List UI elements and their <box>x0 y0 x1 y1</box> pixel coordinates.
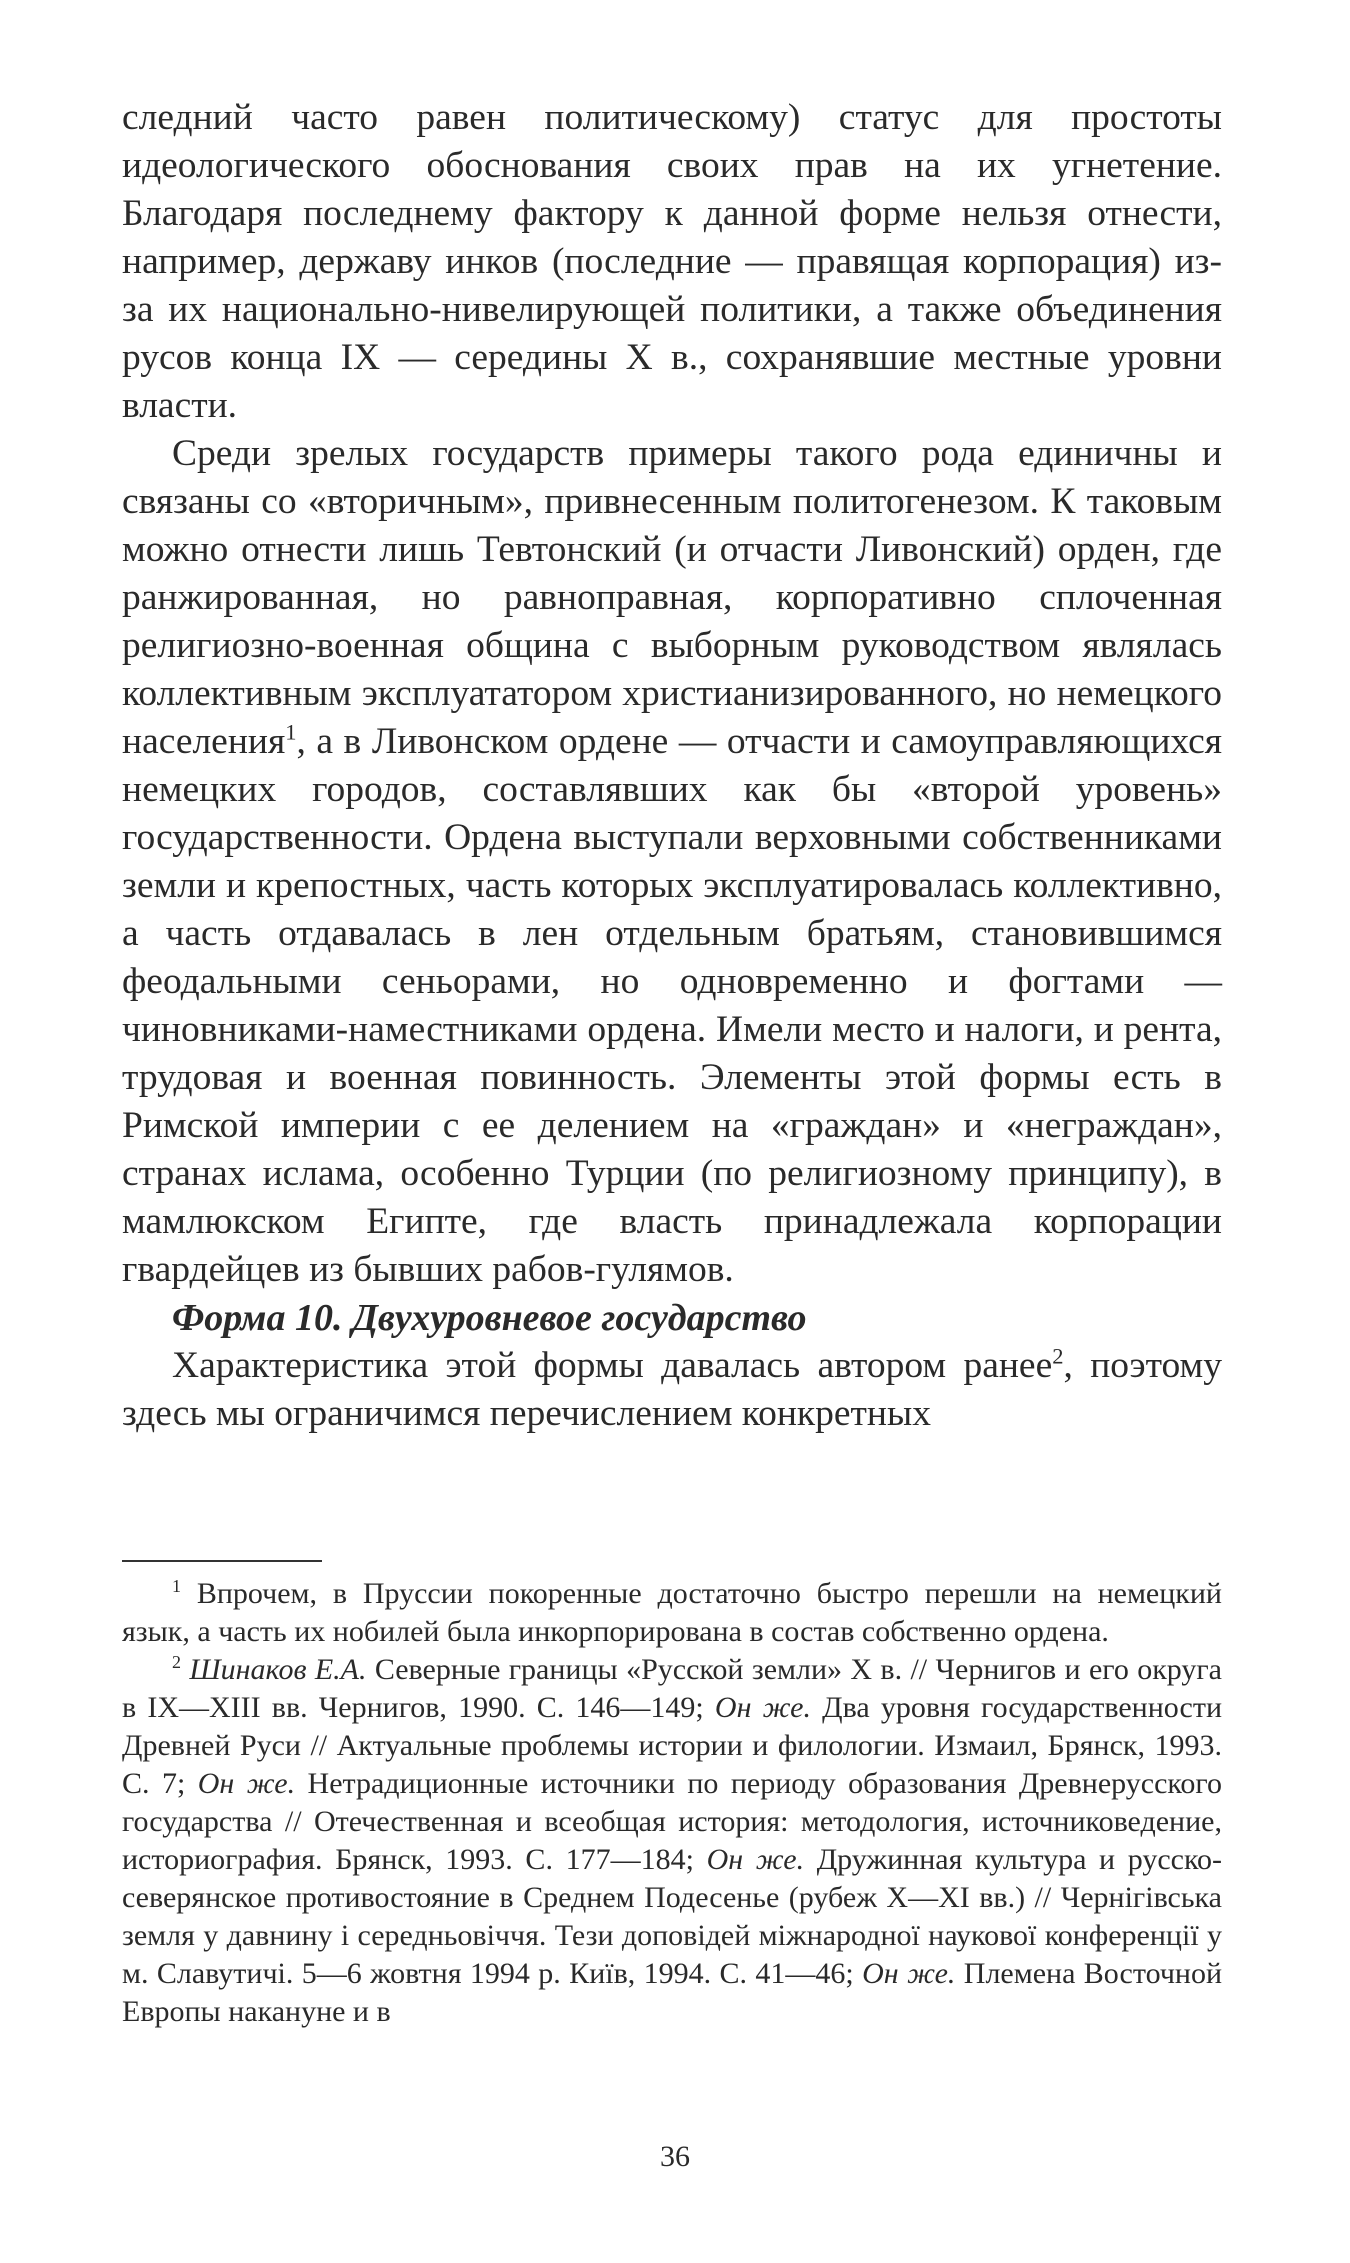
footnote-1: $^1$ Впрочем, в Пруссии покоренные достаточно быстро перешли на немецкий язык, а часть их нобилей была инкорпорирована в состав собственно ордена. <box>122 1576 1222 1648</box>
paragraph-3: Характеристика этой формы давалась автором ранее$^2$, поэтому здесь мы ограничимся перечислением конкретных <box>122 1343 1223 1434</box>
section-heading: Форма 10. Двухуровневое государство <box>172 1297 807 1339</box>
footnote-2-author: Шинаков Е.А. <box>189 1653 367 1686</box>
footnote-divider <box>122 1560 322 1562</box>
footnote-2: $^2$ Шинаков Е.А. Северные границы «Русской земли» X в. // Чернигов и его округа в IX—XIII вв. Чернигов, 1990. С. 146—149; Он же. Два уровня государственности Древней Руси // Актуальные проблемы истории и филологии. Измаил, Брянск, 1993. С. 7; Он же. Нетрадиционные источники по периоду образования Древнерусского государства // Отечественная и всеобщая история: методология, источниковедение, историография. Брянск, 1993. С. 177—184; Он же. Дружинная культура и русско-северянское противостояние в Среднем Подесенье (рубеж X—XI вв.) // Чернігівська земля у давнину і середньовіччя. Тези доповідей міжнародної наукової конференції у м. Славутичі. 5—6 жовтня 1994 р. Київ, 1994. С. 41—46; Он же. Племена Восточной Европы накануне и в <box>122 1652 1223 2028</box>
paragraph-2: Среди зрелых государств примеры такого рода единичны и связаны со «вторичным», привнесенным политогенезом. К таковым можно отнести лишь Тевтонский (и отчасти Ливонский) орден, где ранжированная, но равноправная, корпоративно сплоченная религиозно-военная община с выборным руководством являлась коллективным эксплуататором христианизированного, но немецкого населения$^1$, а в Ливонском ордене — отчасти и самоуправляющихся немецких городов, составлявших как бы «второй уровень» государственности. Ордена выступали верховными собственниками земли и крепостных, часть которых эксплуатировалась коллективно, а часть отдавалась в лен отдельным братьям, становившимся феодальными сеньорами, но одновременно и фогтами — чиновниками-наместниками ордена. Имели место и налоги, и рента, трудовая и военная повинность. Элементы этой формы есть в Римской империи с ее делением на «граждан» и «неграждан», странах ислама, особенно Турции (по религиозному принципу), в мамлюкском Египте, где власть принадлежала корпорации гвардейцев из бывших рабов-гулямов. <box>122 433 1222 1290</box>
page-number: 36 <box>660 2140 690 2173</box>
footnote-1-mark: 1 <box>172 1576 181 1596</box>
footnote-2-mark: 2 <box>172 1652 181 1672</box>
footnote-ref-1[interactable]: 1 <box>285 719 297 745</box>
footnotes <box>122 1575 1222 2031</box>
main-text <box>122 94 1222 1438</box>
footnote-ref-2[interactable]: 2 <box>1052 1343 1064 1369</box>
paragraph-1: следний часто равен политическому) статус для простоты идеологического обоснования своих прав на их угнетение. Благодаря последнему фактору к данной форме нельзя отнести, например, державу инков (последние — правящая корпорация) из-за их национально-нивелирующей политики, а также объединения русов конца IX — середины X в., сохранявшие местные уровни власти. <box>122 97 1222 426</box>
